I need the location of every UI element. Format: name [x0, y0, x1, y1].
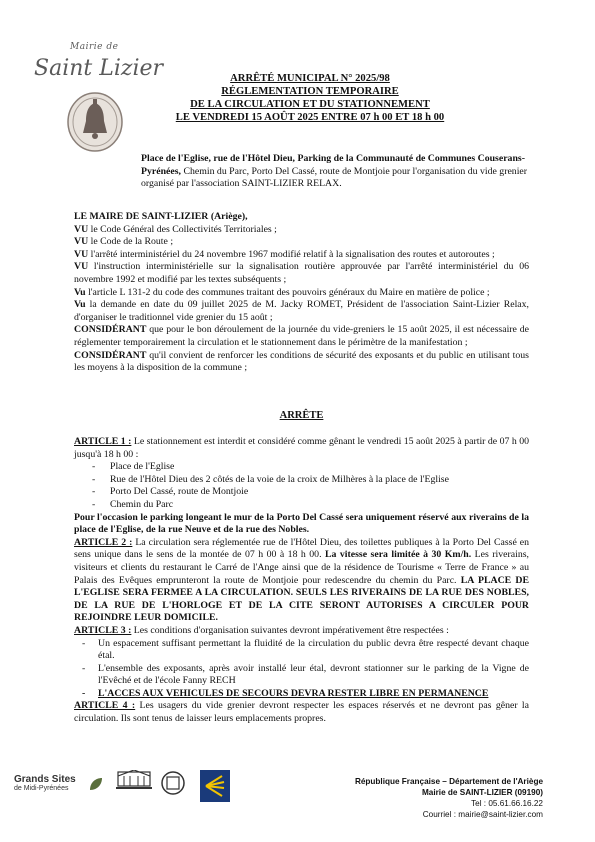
footer-email: Courriel : mairie@saint-lizier.com — [422, 810, 543, 819]
mayor-line: LE MAIRE DE SAINT-LIZIER (Ariège), — [74, 211, 248, 222]
street-item: - Place de l'Eglise — [110, 461, 529, 474]
preamble-item: VU le Code Général des Collectivités Territoriales ; — [74, 223, 277, 235]
preamble-item: Vu la demande en date du 09 juillet 2025 de M. Jacky ROMET, Président de l'association Saint-Lizier Relax, d'organiser le traditionnel vide grenier du 15 août ; — [74, 299, 529, 323]
preamble-item: Vu l'article L 131-2 du code des communes traitant des pouvoirs généraux du Maire en matière de police ; — [74, 286, 490, 298]
place-rest: Chemin du Parc, Porto Del Cassé, route de Montjoie pour l'organisation du vide grenier organisé par l'association SAINT-LIZIER RELAX. — [141, 165, 528, 190]
decree-subject-2: DE LA CIRCULATION ET DU STATIONNEMENT — [190, 99, 430, 110]
footer-address — [355, 776, 543, 820]
place-bold: Place de l'Eglise, rue de l'Hôtel Dieu, Parking de la Communauté de Communes Couserans-Pyrénées, — [141, 153, 525, 177]
bell-seal-icon — [66, 91, 124, 153]
leaf-icon — [88, 776, 104, 792]
preamble-item: CONSIDÉRANT que pour le bon déroulement de la journée du vide-greniers le 15 août 2025, il est nécessaire de réglementer temporairement la circulation et le stationnement dans le périmètre de la manifestation ; — [74, 324, 529, 348]
decree-date: LE VENDREDI 15 AOÛT 2025 ENTRE 07 h 00 ET 18 h 00 — [175, 112, 445, 123]
logo-line-1: Mairie de — [70, 42, 119, 52]
saint-lizier-logo — [34, 36, 164, 80]
footer-phone: Tel : 05.61.66.16.22 — [471, 799, 543, 808]
articles — [74, 436, 529, 726]
street-item: - Rue de l'Hôtel Dieu des 2 côtés de la voie de la croix de Milhères à la place de l'Eglise — [110, 474, 529, 487]
article-2: ARTICLE 2 : La circulation sera réglementée rue de l'Hôtel Dieu, des toilettes publiques à la Porto Del Cassé en sens unique dans le sens de la montée de 07 h 00 à 18 h 00. La vitesse sera limitée à 30 Km/h. Les riverains, visiteurs et clients du restaurant le Carré de l'Ange ainsi que de la résidence de Tourisme « Terre de France » au Palais des Evêques emprunteront la route de Montjoie pour redescendre du chemin du Parc. LA PLACE DE L'EGLISE SERA FERMEE A LA CIRCULATION. SEULS LES RIVERAINS DE LA RUE DES NOBLES, DE LA RUE DE L'HORLOGE ET DE LA CITE SERONT AUTORISES A CIRCULER POUR REJOINDRE LEUR DOMICILE. — [74, 536, 529, 624]
article-3-list — [74, 638, 529, 701]
preamble-item: CONSIDÉRANT qu'il convient de renforcer les conditions de sécurité des exposants et du public en utilisant tous les moyens à la disposition de la commune ; — [74, 349, 529, 374]
condition-item: - L'ensemble des exposants, après avoir installé leur étal, devront stationner sur le parking de la Vigne de l'Evêché et de l'école Fanny RECH — [98, 663, 529, 688]
street-item: - Chemin du Parc — [110, 499, 529, 512]
heritage-icon — [160, 770, 186, 798]
article-1-streets — [74, 461, 529, 511]
condition-item: - Un espacement suffisant permettant la fluidité de la circulation du public devra être respecté devant chaque étal. — [98, 638, 529, 663]
decree-title — [150, 72, 470, 124]
street-item: - Porto Del Cassé, route de Montjoie — [110, 486, 529, 499]
article-1-note: Pour l'occasion le parking longeant le mur de la Porto Del Cassé sera uniquement réservé aux riverains de la place de l'Eglise, de la rue Neuve et de la rue des Nobles. — [74, 511, 529, 536]
condition-item-bold: - L'ACCES AUX VEHICULES DE SECOURS DEVRA RESTER LIBRE EN PERMANENCE — [98, 688, 529, 701]
article-3: ARTICLE 3 : Les conditions d'organisation suivantes devront impérativement être respectées : — [74, 624, 449, 636]
article-1: ARTICLE 1 : Le stationnement est interdit et considéré comme gênant le vendredi 15 août 2025 à partir de 07 h 00 jusqu'à 18 h 00 : — [74, 436, 529, 460]
footer-logos — [14, 770, 234, 810]
place-description — [141, 153, 541, 191]
preamble-item: VU l'instruction interministérielle sur la signalisation routière approuvée par l'arrêté interministériel du 06 novembre 1992 et modifié par les textes subséquents ; — [74, 261, 529, 285]
footer-line-2: Mairie de SAINT-LIZIER (09190) — [421, 788, 543, 797]
decree-subject-1: RÉGLEMENTATION TEMPORAIRE — [221, 86, 399, 97]
footer-line-1: République Française – Département de l'Ariège — [354, 777, 543, 786]
article-4: ARTICLE 4 : Les usagers du vide grenier devront respecter les espaces réservés et ne devront pas gêner la circulation. Ils sont tenus de laisser leurs emplacements propres. — [74, 700, 530, 725]
preamble — [74, 211, 529, 375]
saint-jacques-shell-icon — [200, 770, 230, 802]
preamble-item: VU le Code de la Route ; — [74, 236, 174, 248]
grands-sites-logo: Grands Sites de Midi-Pyrénées — [14, 774, 76, 792]
unesco-icon — [114, 770, 154, 798]
logo-line-2: Saint Lizier — [34, 56, 164, 81]
decree-number: ARRÊTÉ MUNICIPAL N° 2025/98 — [230, 73, 390, 84]
preamble-item: VU l'arrêté interministériel du 24 novembre 1967 modifié relatif à la signalisation des routes et autoroutes ; — [74, 248, 495, 260]
arrete-heading: ARRÊTE — [279, 410, 324, 421]
